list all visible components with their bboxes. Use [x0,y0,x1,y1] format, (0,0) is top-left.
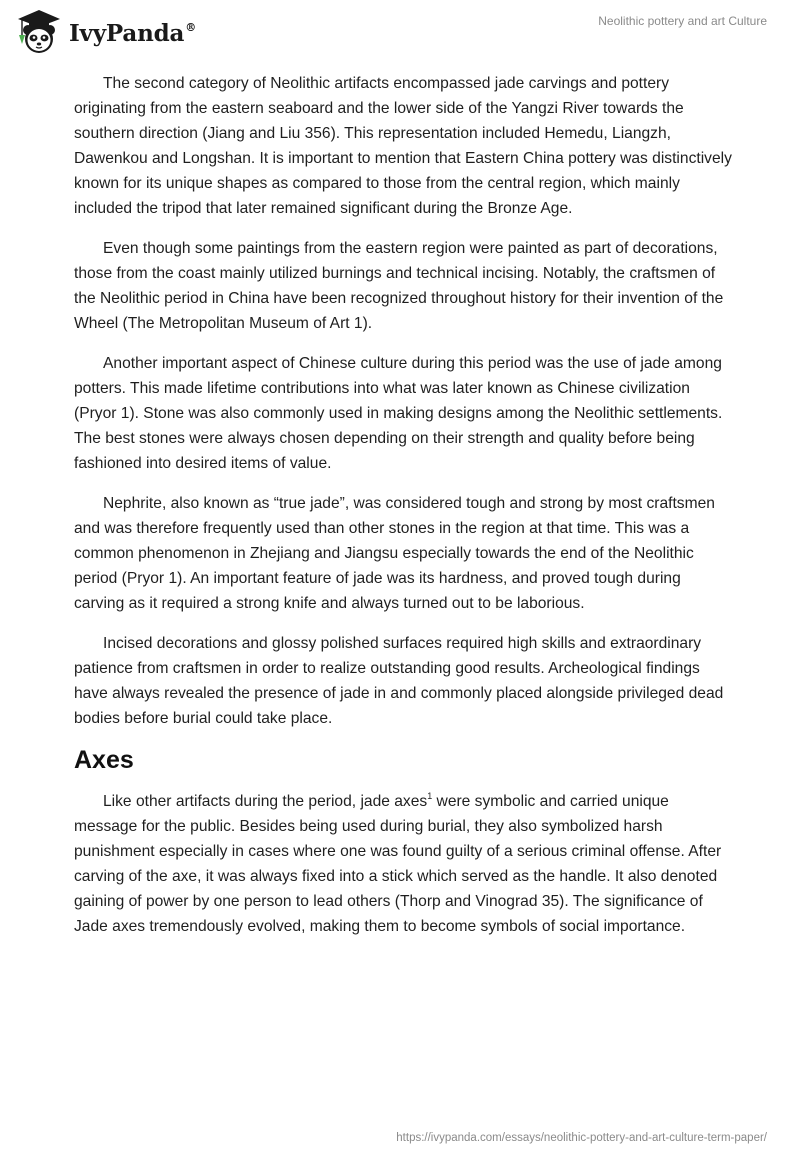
source-url[interactable]: https://ivypanda.com/essays/neolithic-pottery-and-art-culture-term-paper/ [396,1132,767,1144]
brand-name: IvyPanda® [69,19,196,47]
brand-logo[interactable] [14,8,196,56]
axes-text-start: Like other artifacts during the period, jade axes [103,793,428,810]
registered-mark: ® [185,20,196,34]
essay-body [74,71,734,954]
paragraph: Even though some paintings from the eastern region were painted as part of decorations, those from the coast mainly utilized burnings and technical incising. Notably, the craftsmen of the Neolithic period in China have been recognized throughout history for their invention of the Wheel (The Metropolitan Museum of Art 1). [74,240,724,332]
axes-text-end: were symbolic and carried unique message for the public. Besides being used during burial, they also symbolized harsh punishment especially in cases where one was found guilty of a serious criminal offense. After carving of the axe, it was always fixed into a stick which served as the handle. It also denoted gaining of power by one person to lead others (Thorp and Vinograd 35). The significance of Jade axes tremendously evolved, making them to become symbols of social importance. [74,793,722,935]
footnote-marker[interactable]: 1 [427,791,433,801]
paragraph: Nephrite, also known as “true jade”, was considered tough and strong by most craftsmen and was therefore frequently used than other stones in the region at that time. This was a common phenomenon in Zhejiang and Jiangsu especially towards the end of the Neolithic period (Pryor 1). An important feature of jade was its hardness, and proved tough during carving as it required a strong knife and always turned out to be laborious. [74,495,715,612]
paragraph: Another important aspect of Chinese culture during this period was the use of jade among potters. This made lifetime contributions into what was later known as Chinese civilization (Pryor 1). Stone was also commonly used in making designs among the Neolithic settlements. The best stones were always chosen depending on their strength and quality before being fashioned into desired items of value. [74,355,723,472]
page-header [0,0,800,60]
panda-logo-icon [14,8,64,56]
paragraph: Incised decorations and glossy polished surfaces required high skills and extraordinary patience from craftsmen in order to realize outstanding good results. Archeological findings have always revealed the presence of jade in and commonly placed alongside privileged dead bodies before burial could take place. [74,635,724,727]
paragraph: The second category of Neolithic artifacts encompassed jade carvings and pottery originating from the eastern seaboard and the lower side of the Yangzi River towards the southern direction (Jiang and Liu 356). This representation included Hemedu, Liangzh, Dawenkou and Longshan. It is important to mention that Eastern China pottery was distinctively known for its unique shapes as compared to those from the central region, which mainly included the tripod that later remained significant during the Bronze Age. [74,75,732,217]
section-heading-axes: Axes [74,746,134,774]
document-title: Neolithic pottery and art Culture [598,14,767,28]
paragraph-axes [74,789,734,939]
